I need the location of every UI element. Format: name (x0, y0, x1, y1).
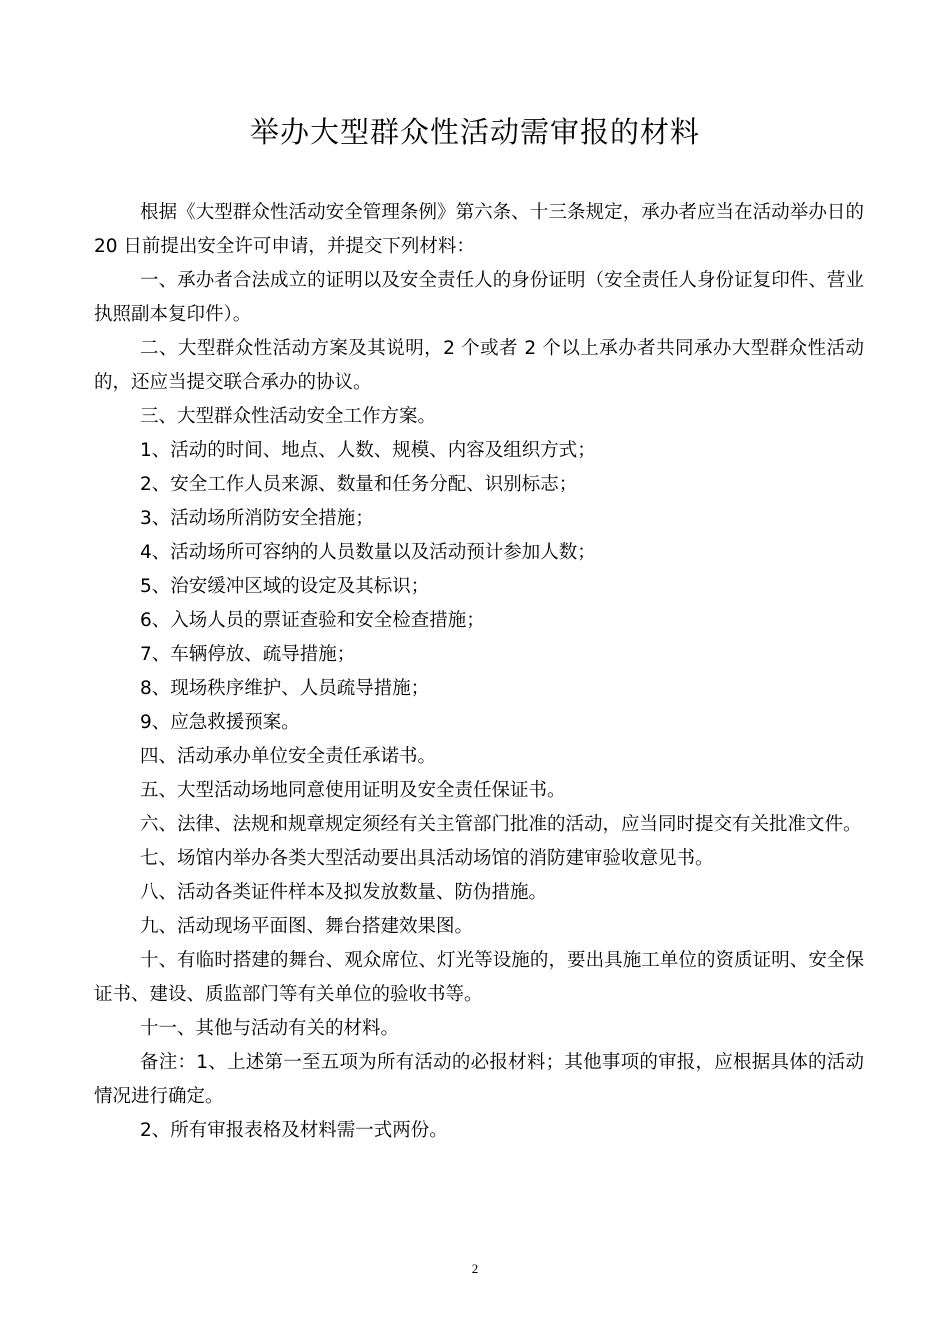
sub-item-9: 9、应急救援预案。 (140, 712, 300, 733)
paragraph-item-9: 九、活动现场平面图、舞台搭建效果图。 (140, 916, 474, 937)
sub-item-2: 2、安全工作人员来源、数量和任务分配、识别标志； (140, 474, 578, 495)
sub-item-3: 3、活动场所消防安全措施； (140, 508, 374, 529)
paragraph-item-7: 七、场馆内举办各类大型活动要出具活动场馆的消防建审验收意见书。 (140, 848, 714, 869)
document-body (94, 196, 864, 1148)
paragraph-item-8: 八、活动各类证件样本及拟发放数量、防伪措施。 (140, 882, 548, 903)
paragraph-item-4: 四、活动承办单位安全责任承诺书。 (140, 746, 437, 767)
paragraph-item-11: 十一、其他与活动有关的材料。 (140, 1018, 400, 1039)
note-paragraph: 备注：1、上述第一至五项为所有活动的必报材料；其他事项的审报，应根据具体的活动情况进行确定。 (94, 1052, 864, 1107)
sub-item-8: 8、现场秩序维护、人员疏导措施； (140, 678, 430, 699)
paragraph-item-5: 五、大型活动场地同意使用证明及安全责任保证书。 (140, 780, 566, 801)
note-item-2: 2、所有审报表格及材料需一式两份。 (140, 1120, 448, 1141)
paragraph-item-1: 一、承办者合法成立的证明以及安全责任人的身份证明（安全责任人身份证复印件、营业执照副本复印件）。 (94, 270, 864, 325)
paragraph-item-2: 二、大型群众性活动方案及其说明，2 个或者 2 个以上承办者共同承办大型群众性活动的，还应当提交联合承办的协议。 (94, 338, 864, 393)
sub-item-6: 6、入场人员的票证查验和安全检查措施； (140, 610, 485, 631)
paragraph-item-3: 三、大型群众性活动安全工作方案。 (140, 406, 437, 427)
sub-item-1: 1、活动的时间、地点、人数、规模、内容及组织方式； (140, 440, 596, 461)
sub-item-7: 7、车辆停放、疏导措施； (140, 644, 356, 665)
page-number: 2 (471, 1261, 479, 1276)
paragraph-item-10: 十、有临时搭建的舞台、观众席位、灯光等设施的，要出具施工单位的资质证明、安全保证书、建设、质监部门等有关单位的验收书等。 (94, 950, 864, 1005)
sub-item-5: 5、治安缓冲区域的设定及其标识； (140, 576, 430, 597)
paragraph-intro: 根据《大型群众性活动安全管理条例》第六条、十三条规定，承办者应当在活动举办日的 20 日前提出安全许可申请，并提交下列材料： (94, 202, 864, 257)
sub-item-4: 4、活动场所可容纳的人员数量以及活动预计参加人数； (140, 542, 596, 563)
document-title: 举办大型群众性活动需审报的材料 (249, 115, 700, 149)
paragraph-item-6: 六、法律、法规和规章规定须经有关主管部门批准的活动，应当同时提交有关批准文件。 (140, 814, 862, 835)
